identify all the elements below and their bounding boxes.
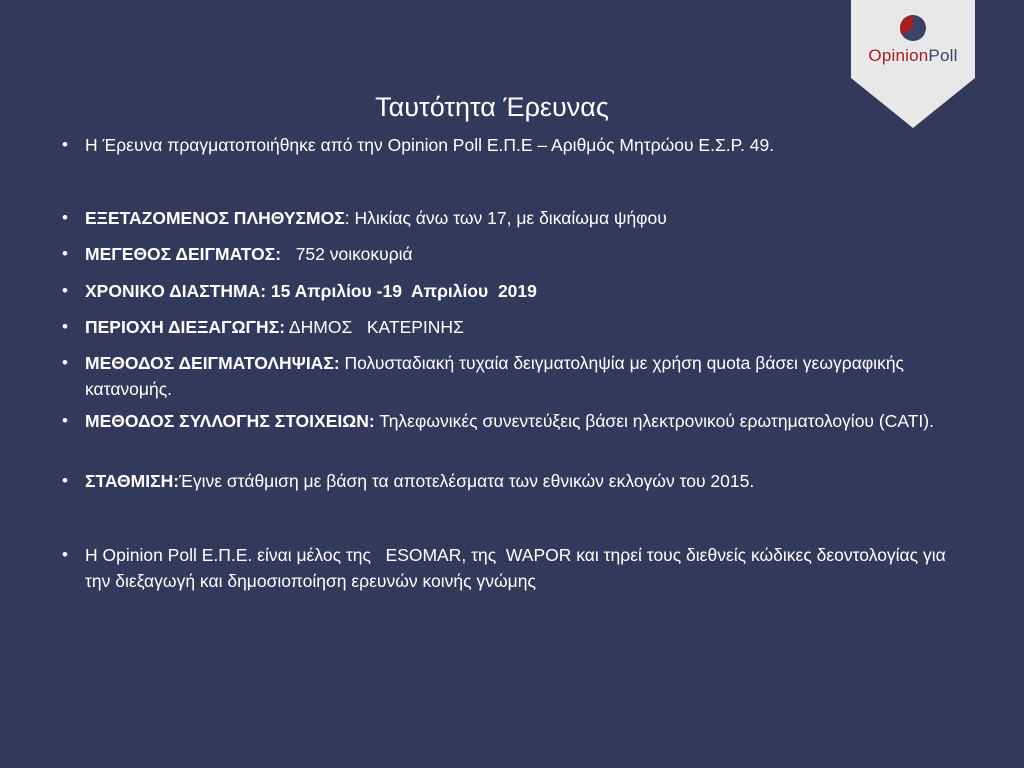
bullet-dot: • xyxy=(62,244,68,263)
logo-word-opinion: Opinion xyxy=(868,46,929,65)
bullet-label: ΠΕΡΙΟΧΗ ΔΙΕΞΑΓΩΓΗΣ: xyxy=(85,317,286,337)
bullet-survey-company xyxy=(62,132,962,158)
bullet-value: Πολυσταδιακή τυχαία δειγματοληψία με χρήση quota βάσει γεωγραφικής κατανομής. xyxy=(85,353,904,399)
bullet-collection-method xyxy=(62,408,962,434)
bullet-text xyxy=(85,468,962,494)
bullet-value: 752 νοικοκυριά xyxy=(281,244,413,264)
bullet-label: ΣΤΑΘΜΙΣΗ: xyxy=(85,471,180,491)
bullet-text xyxy=(85,241,962,267)
bullet-time-period xyxy=(62,278,962,304)
bullet-text xyxy=(85,314,962,340)
pie-logo-icon xyxy=(900,15,926,41)
bullet-label: ΧΡΟΝΙΚΟ ΔΙΑΣΤΗΜΑ: 15 Απριλίου -19 Απριλίου 2019 xyxy=(85,281,537,301)
slide-title: Ταυτότητα Έρευνας xyxy=(375,92,609,122)
bullet-membership xyxy=(62,542,962,594)
bullet-dot: • xyxy=(62,545,68,564)
bullet-area xyxy=(62,314,962,340)
bullet-text xyxy=(85,205,962,231)
bullet-value: Η Έρευνα πραγματοποιήθηκε από την Opinion Poll Ε.Π.Ε – Αριθμός Μητρώου Ε.Σ.Ρ. 49. xyxy=(85,135,775,155)
bullet-text xyxy=(85,350,962,402)
bullet-text xyxy=(85,408,962,434)
bullet-sample-size xyxy=(62,241,962,267)
bullet-text xyxy=(85,278,962,304)
bullet-text xyxy=(85,542,962,594)
bullet-population xyxy=(62,205,962,231)
bullet-text xyxy=(85,132,962,158)
bullet-label: ΜΕΘΟΔΟΣ ΣΥΛΛΟΓΗΣ ΣΤΟΙΧΕΙΩΝ: xyxy=(85,411,375,431)
bullet-value: : Ηλικίας άνω των 17, με δικαίωμα ψήφου xyxy=(344,208,667,228)
bullet-value: Η Opinion Poll Ε.Π.Ε. είναι μέλος της ESOMAR, της WAPOR και τηρεί τους διεθνείς κώδικες δεοντολογίας για την διεξαγωγή και δημοσιοποίηση ερευνών κοινής γνώμης xyxy=(85,545,951,591)
bullet-weighting xyxy=(62,468,962,494)
bullet-dot: • xyxy=(62,471,68,490)
bullet-label: ΜΕΘΟΔΟΣ ΔΕΙΓΜΑΤΟΛΗΨΙΑΣ: xyxy=(85,353,340,373)
bullet-dot: • xyxy=(62,281,68,300)
bullet-sampling-method xyxy=(62,350,962,402)
bullet-dot: • xyxy=(62,317,68,336)
bullet-dot: • xyxy=(62,353,68,372)
bullet-dot: • xyxy=(62,411,68,430)
bullet-dot: • xyxy=(62,135,68,154)
bullet-label: ΜΕΓΕΘΟΣ ΔΕΙΓΜΑΤΟΣ: xyxy=(85,244,282,264)
bullet-value: Έγινε στάθμιση με βάση τα αποτελέσματα των εθνικών εκλογών του 2015. xyxy=(179,471,755,491)
bullet-value: Τηλεφωνικές συνεντεύξεις βάσει ηλεκτρονικού ερωτηματολογίου (CATI). xyxy=(374,411,934,431)
bullet-value: ΔΗΜΟΣ ΚΑΤΕΡΙΝΗΣ xyxy=(285,317,464,337)
bullet-label: ΕΞΕΤΑΖΟΜΕΝΟΣ ΠΛΗΘΥΣΜΟΣ xyxy=(85,208,345,228)
logo-word-poll: Poll xyxy=(928,46,958,65)
logo-wordmark xyxy=(851,46,975,66)
bullet-dot: • xyxy=(62,208,68,227)
